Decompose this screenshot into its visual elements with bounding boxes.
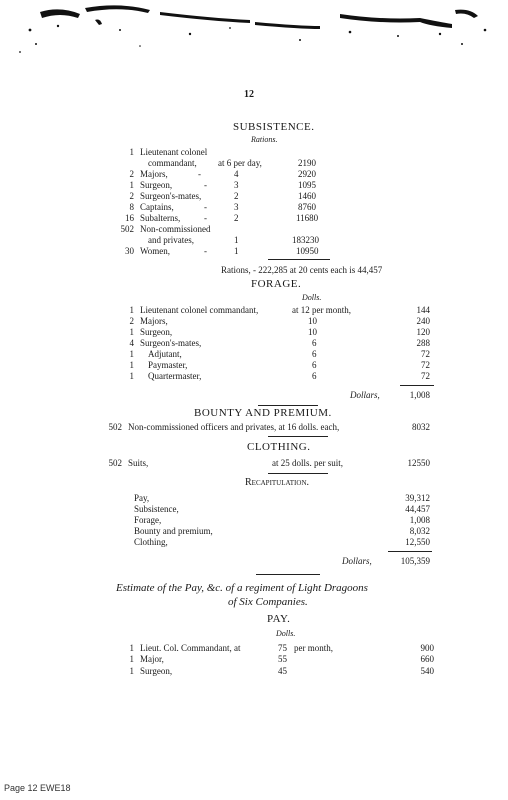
table-row-value: 1,008 bbox=[409, 515, 430, 525]
subtotal-rule bbox=[388, 551, 432, 552]
page-footer: Page 12 EWE18 bbox=[4, 783, 71, 793]
table-row-count: 1 bbox=[129, 305, 134, 315]
table-row-label: Clothing, bbox=[134, 537, 168, 547]
table-row-count: 1 bbox=[129, 643, 134, 653]
table-row-label: Lieutenant colonel bbox=[140, 147, 208, 157]
table-row-count: 1 bbox=[129, 147, 134, 157]
subsistence-column-head: Rations. bbox=[251, 135, 278, 144]
subtotal-rule bbox=[400, 385, 434, 386]
table-row-label: Surgeon, bbox=[140, 327, 173, 337]
table-row-rate: 6 bbox=[312, 338, 317, 348]
bounty-heading: BOUNTY AND PREMIUM. bbox=[194, 407, 332, 419]
table-row-value: 72 bbox=[421, 371, 430, 381]
recap-heading: Recapitulation. bbox=[245, 477, 309, 488]
table-row-label: Forage, bbox=[134, 515, 162, 525]
subsistence-total: Rations, - 222,285 at 20 cents each is 44,457 bbox=[221, 265, 383, 275]
table-row-rate: 3 bbox=[234, 180, 239, 190]
clothing-value: 12550 bbox=[407, 458, 430, 468]
table-row-count: 1 bbox=[129, 666, 134, 676]
table-row-rate: at 12 per month, bbox=[292, 305, 351, 315]
table-row-label: Subsistence, bbox=[134, 504, 179, 514]
table-row-value: 900 bbox=[420, 643, 434, 653]
table-row-value: 120 bbox=[416, 327, 430, 337]
table-row-label: and privates, bbox=[148, 235, 194, 245]
table-row-value: 8,032 bbox=[409, 526, 430, 536]
forage-heading: FORAGE. bbox=[251, 278, 302, 290]
table-row-value: 11680 bbox=[296, 213, 319, 223]
table-row-rate: 1 bbox=[234, 246, 239, 256]
bounty-text: Non-commissioned officers and privates, at 16 dolls. each, bbox=[128, 422, 340, 432]
table-row-dash: - bbox=[204, 180, 207, 190]
table-row-count: 16 bbox=[125, 213, 134, 223]
table-row-label: Quartermaster, bbox=[148, 371, 202, 381]
table-row-rate: 6 bbox=[312, 371, 317, 381]
table-row-value: 240 bbox=[416, 316, 430, 326]
table-row-label: Surgeon's-mates, bbox=[140, 191, 202, 201]
table-row-rate: 10 bbox=[308, 316, 317, 326]
clothing-heading: CLOTHING. bbox=[247, 441, 311, 453]
table-row-value: 10950 bbox=[296, 246, 319, 256]
pay-heading: PAY. bbox=[267, 613, 291, 625]
section-divider bbox=[256, 574, 320, 575]
clothing-rate: at 25 dolls. per suit, bbox=[272, 458, 343, 468]
estimate-title-line1: Estimate of the Pay, &c. of a regiment of Light Dragoons bbox=[116, 582, 368, 594]
table-row-value: 288 bbox=[416, 338, 430, 348]
table-row-value: 72 bbox=[421, 360, 430, 370]
table-row-value: 183230 bbox=[292, 235, 319, 245]
table-row-rate: 55 bbox=[278, 654, 287, 664]
table-row-label: Paymaster, bbox=[148, 360, 188, 370]
table-row-value: 540 bbox=[420, 666, 434, 676]
table-row-count: 1 bbox=[129, 180, 134, 190]
table-row-label: Surgeon's-mates, bbox=[140, 338, 202, 348]
table-row-rate: 3 bbox=[234, 202, 239, 212]
table-row-count: 2 bbox=[129, 169, 134, 179]
table-row-value: 2920 bbox=[298, 169, 316, 179]
table-row-rate: at 6 per day, bbox=[218, 158, 262, 168]
table-row-label: Adjutant, bbox=[148, 349, 182, 359]
table-row-label: Bounty and premium, bbox=[134, 526, 213, 536]
table-row-value: 660 bbox=[420, 654, 434, 664]
table-row-label: Captains, bbox=[140, 202, 174, 212]
table-row-value: 39,312 bbox=[405, 493, 430, 503]
table-row-value: 44,457 bbox=[405, 504, 430, 514]
table-row-value: 2190 bbox=[298, 158, 316, 168]
section-divider bbox=[268, 436, 328, 437]
table-row-label: Non-commissioned bbox=[140, 224, 211, 234]
table-row-rate: 6 bbox=[312, 349, 317, 359]
subtotal-rule bbox=[268, 259, 330, 260]
pay-column-head: Dolls. bbox=[276, 629, 296, 638]
table-row-count: 4 bbox=[129, 338, 134, 348]
forage-total-value: 1,008 bbox=[409, 390, 430, 400]
table-row-count: 30 bbox=[125, 246, 134, 256]
table-row-count: 1 bbox=[129, 371, 134, 381]
section-divider bbox=[268, 473, 328, 474]
table-row-label: Lieut. Col. Commandant, at bbox=[140, 643, 241, 653]
table-row-count: 2 bbox=[129, 191, 134, 201]
table-row-label: commandant, bbox=[148, 158, 197, 168]
table-row-label: Pay, bbox=[134, 493, 150, 503]
table-row-label: Majors, bbox=[140, 316, 168, 326]
table-row-count: 1 bbox=[129, 349, 134, 359]
recap-total-value: 105,359 bbox=[400, 556, 430, 566]
table-row-label: Surgeon, bbox=[140, 180, 173, 190]
recap-total-label: Dollars, bbox=[342, 556, 372, 566]
table-row-value: 8760 bbox=[298, 202, 316, 212]
table-row-dash: - bbox=[204, 202, 207, 212]
table-row-unit: per month, bbox=[294, 643, 333, 653]
table-row-label: Majors, bbox=[140, 169, 168, 179]
clothing-label: Suits, bbox=[128, 458, 149, 468]
section-divider bbox=[258, 405, 318, 406]
table-row-count: 8 bbox=[129, 202, 134, 212]
table-row-rate: 6 bbox=[312, 360, 317, 370]
table-row-value: 12,550 bbox=[405, 537, 430, 547]
forage-column-head: Dolls. bbox=[302, 293, 322, 302]
table-row-rate: 75 bbox=[278, 643, 287, 653]
table-row-rate: 2 bbox=[234, 191, 239, 201]
table-row-rate: 2 bbox=[234, 213, 239, 223]
table-row-dash: - bbox=[204, 213, 207, 223]
table-row-value: 1460 bbox=[298, 191, 316, 201]
table-row-rate: 10 bbox=[308, 327, 317, 337]
estimate-title-line2: of Six Companies. bbox=[228, 596, 308, 608]
table-row-label: Major, bbox=[140, 654, 164, 664]
table-row-label: Subalterns, bbox=[140, 213, 181, 223]
table-row-label: Lieutenant colonel commandant, bbox=[140, 305, 259, 315]
table-row-count: 1 bbox=[129, 360, 134, 370]
table-row-value: 1095 bbox=[298, 180, 316, 190]
table-row-count: 1 bbox=[129, 654, 134, 664]
table-row-value: 144 bbox=[416, 305, 430, 315]
table-row-value: 72 bbox=[421, 349, 430, 359]
table-row-dash: - bbox=[204, 246, 207, 256]
subsistence-heading: SUBSISTENCE. bbox=[233, 121, 315, 133]
page-number: 12 bbox=[244, 89, 254, 100]
table-row-label: Surgeon, bbox=[140, 666, 173, 676]
table-row-count: 502 bbox=[108, 458, 122, 468]
forage-total-label: Dollars, bbox=[350, 390, 380, 400]
table-row-rate: 45 bbox=[278, 666, 287, 676]
table-row-rate: 4 bbox=[234, 169, 239, 179]
table-row-count: 502 bbox=[120, 224, 134, 234]
table-row-count: 1 bbox=[129, 327, 134, 337]
table-row-rate: 1 bbox=[234, 235, 239, 245]
table-row-label: Women, bbox=[140, 246, 171, 256]
table-row-dash: - bbox=[198, 169, 201, 179]
table-row-count: 2 bbox=[129, 316, 134, 326]
bounty-value: 8032 bbox=[412, 422, 430, 432]
table-row-count: 502 bbox=[108, 422, 122, 432]
